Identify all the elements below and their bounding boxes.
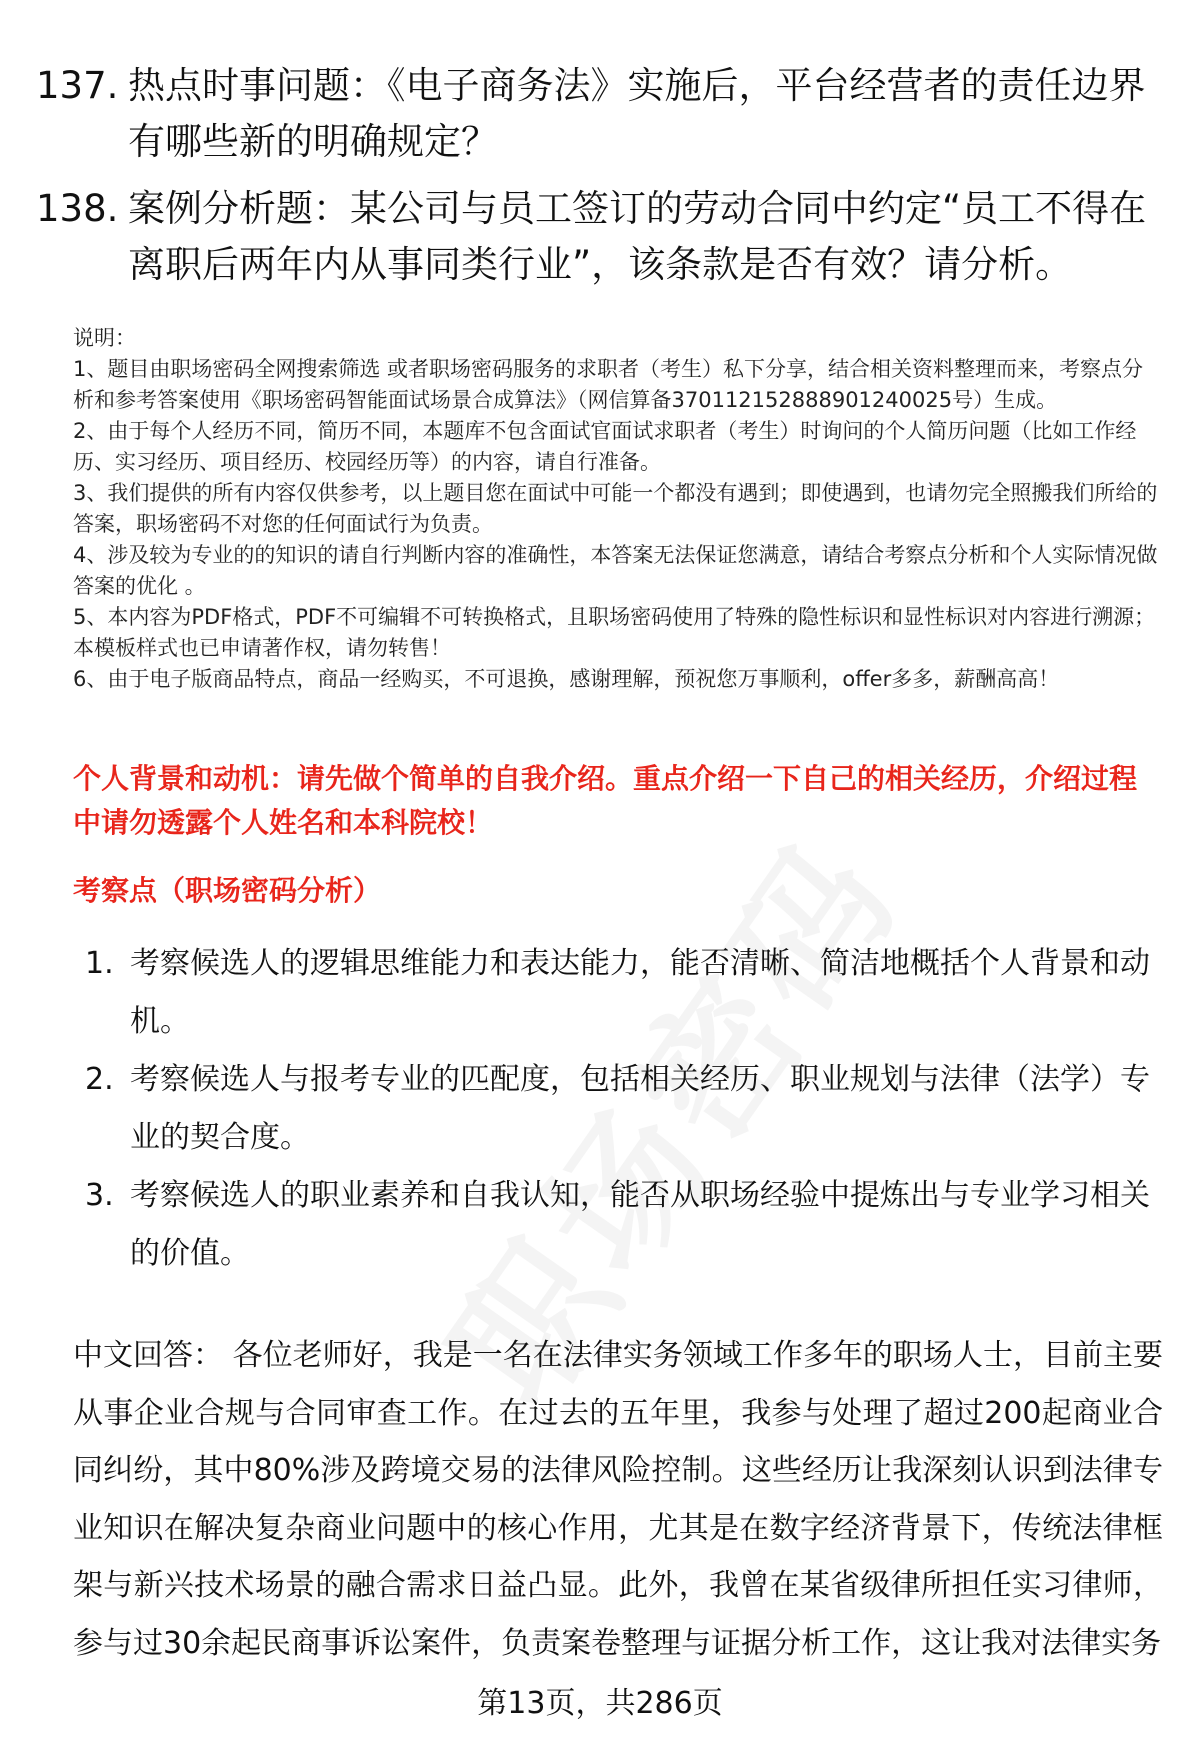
answer-label: 中文回答： [73, 1338, 224, 1373]
analysis-heading: 考察点（职场密码分析） [73, 874, 382, 907]
note-item: 2、由于每个人经历不同，简历不同，本题库不包含面试官面试求职者（考生）时询问的个人简历问题（比如工作经历、实习经历、项目经历、校园经历等）的内容，请自行准备。 [73, 419, 1137, 474]
answer-text: 各位老师好，我是一名在法律实务领域工作多年的职场人士，目前主要从事企业合规与合同审查工作。在过去的五年里，我参与处理了超过200起商业合同纠纷，其中80%涉及跨境交易的法律风险控制。这些经历让我深刻认识到法律专业知识在解决复杂商业问题中的核心作用，尤其是在数字经济背景下，传统法律框架与新兴技术场景的融合需求日益凸显。此外，我曾在某省级律所担任实习律师，参与过30余起民商事诉讼案件，负责案卷整理与证据分析工作，这让我对法律实务 [73, 1338, 1164, 1661]
list-item [85, 1167, 1160, 1283]
point-text: 考察候选人的逻辑思维能力和表达能力，能否清晰、简洁地概括个人背景和动机。 [130, 946, 1150, 1039]
note-item: 5、本内容为PDF格式，PDF不可编辑不可转换格式，且职场密码使用了特殊的隐性标识和显性标识对内容进行溯源；本模板样式也已申请著作权，请勿转售！ [73, 605, 1156, 660]
notes-title: 说明： [73, 326, 136, 350]
question-text: 案例分析题：某公司与员工签订的劳动合同中约定“员工不得在离职后两年内从事同类行业”，该条款是否有效？请分析。 [128, 187, 1147, 286]
point-number: 3. [85, 1178, 114, 1213]
note-item: 6、由于电子版商品特点，商品一经购买，不可退换，感谢理解，预祝您万事顺利，offer多多，薪酬高高！ [73, 667, 1060, 691]
question-number: 138. [36, 187, 119, 230]
list-item [85, 935, 1160, 1051]
point-number: 1. [85, 946, 114, 981]
analysis-points [85, 935, 1160, 1283]
question-138 [36, 181, 1156, 293]
question-text: 热点时事问题：《电子商务法》实施后，平台经营者的责任边界有哪些新的明确规定？ [128, 64, 1146, 163]
question-137 [36, 58, 1156, 170]
note-item: 4、涉及较为专业的的知识的请自行判断内容的准确性，本答案无法保证您满意，请结合考察点分析和个人实际情况做答案的优化 。 [73, 543, 1158, 598]
point-text: 考察候选人与报考专业的匹配度，包括相关经历、职业规划与法律（法学）专业的契合度。 [130, 1062, 1150, 1155]
answer-paragraph [73, 1327, 1163, 1672]
note-item: 1、题目由职场密码全网搜索筛选 或者职场密码服务的求职者（考生）私下分享，结合相关资料整理而来，考察点分析和参考答案使用《职场密码智能面试场景合成算法》（网信算备370112152888901240025号）生成。 [73, 357, 1144, 412]
point-text: 考察候选人的职业素养和自我认知，能否从职场经验中提炼出与专业学习相关的价值。 [130, 1178, 1150, 1271]
point-number: 2. [85, 1062, 114, 1097]
note-item: 3、我们提供的所有内容仅供参考，以上题目您在面试中可能一个都没有遇到；即使遇到，也请勿完全照搬我们所给的答案，职场密码不对您的任何面试行为负责。 [73, 481, 1158, 536]
list-item [85, 1051, 1160, 1167]
notes-section [73, 323, 1163, 695]
prompt-heading: 个人背景和动机：请先做个简单的自我介绍。重点介绍一下自己的相关经历，介绍过程中请勿透露个人姓名和本科院校！ [73, 762, 1138, 839]
question-number: 137. [36, 64, 119, 107]
page-footer: 第13页，共286页 [477, 1686, 723, 1721]
